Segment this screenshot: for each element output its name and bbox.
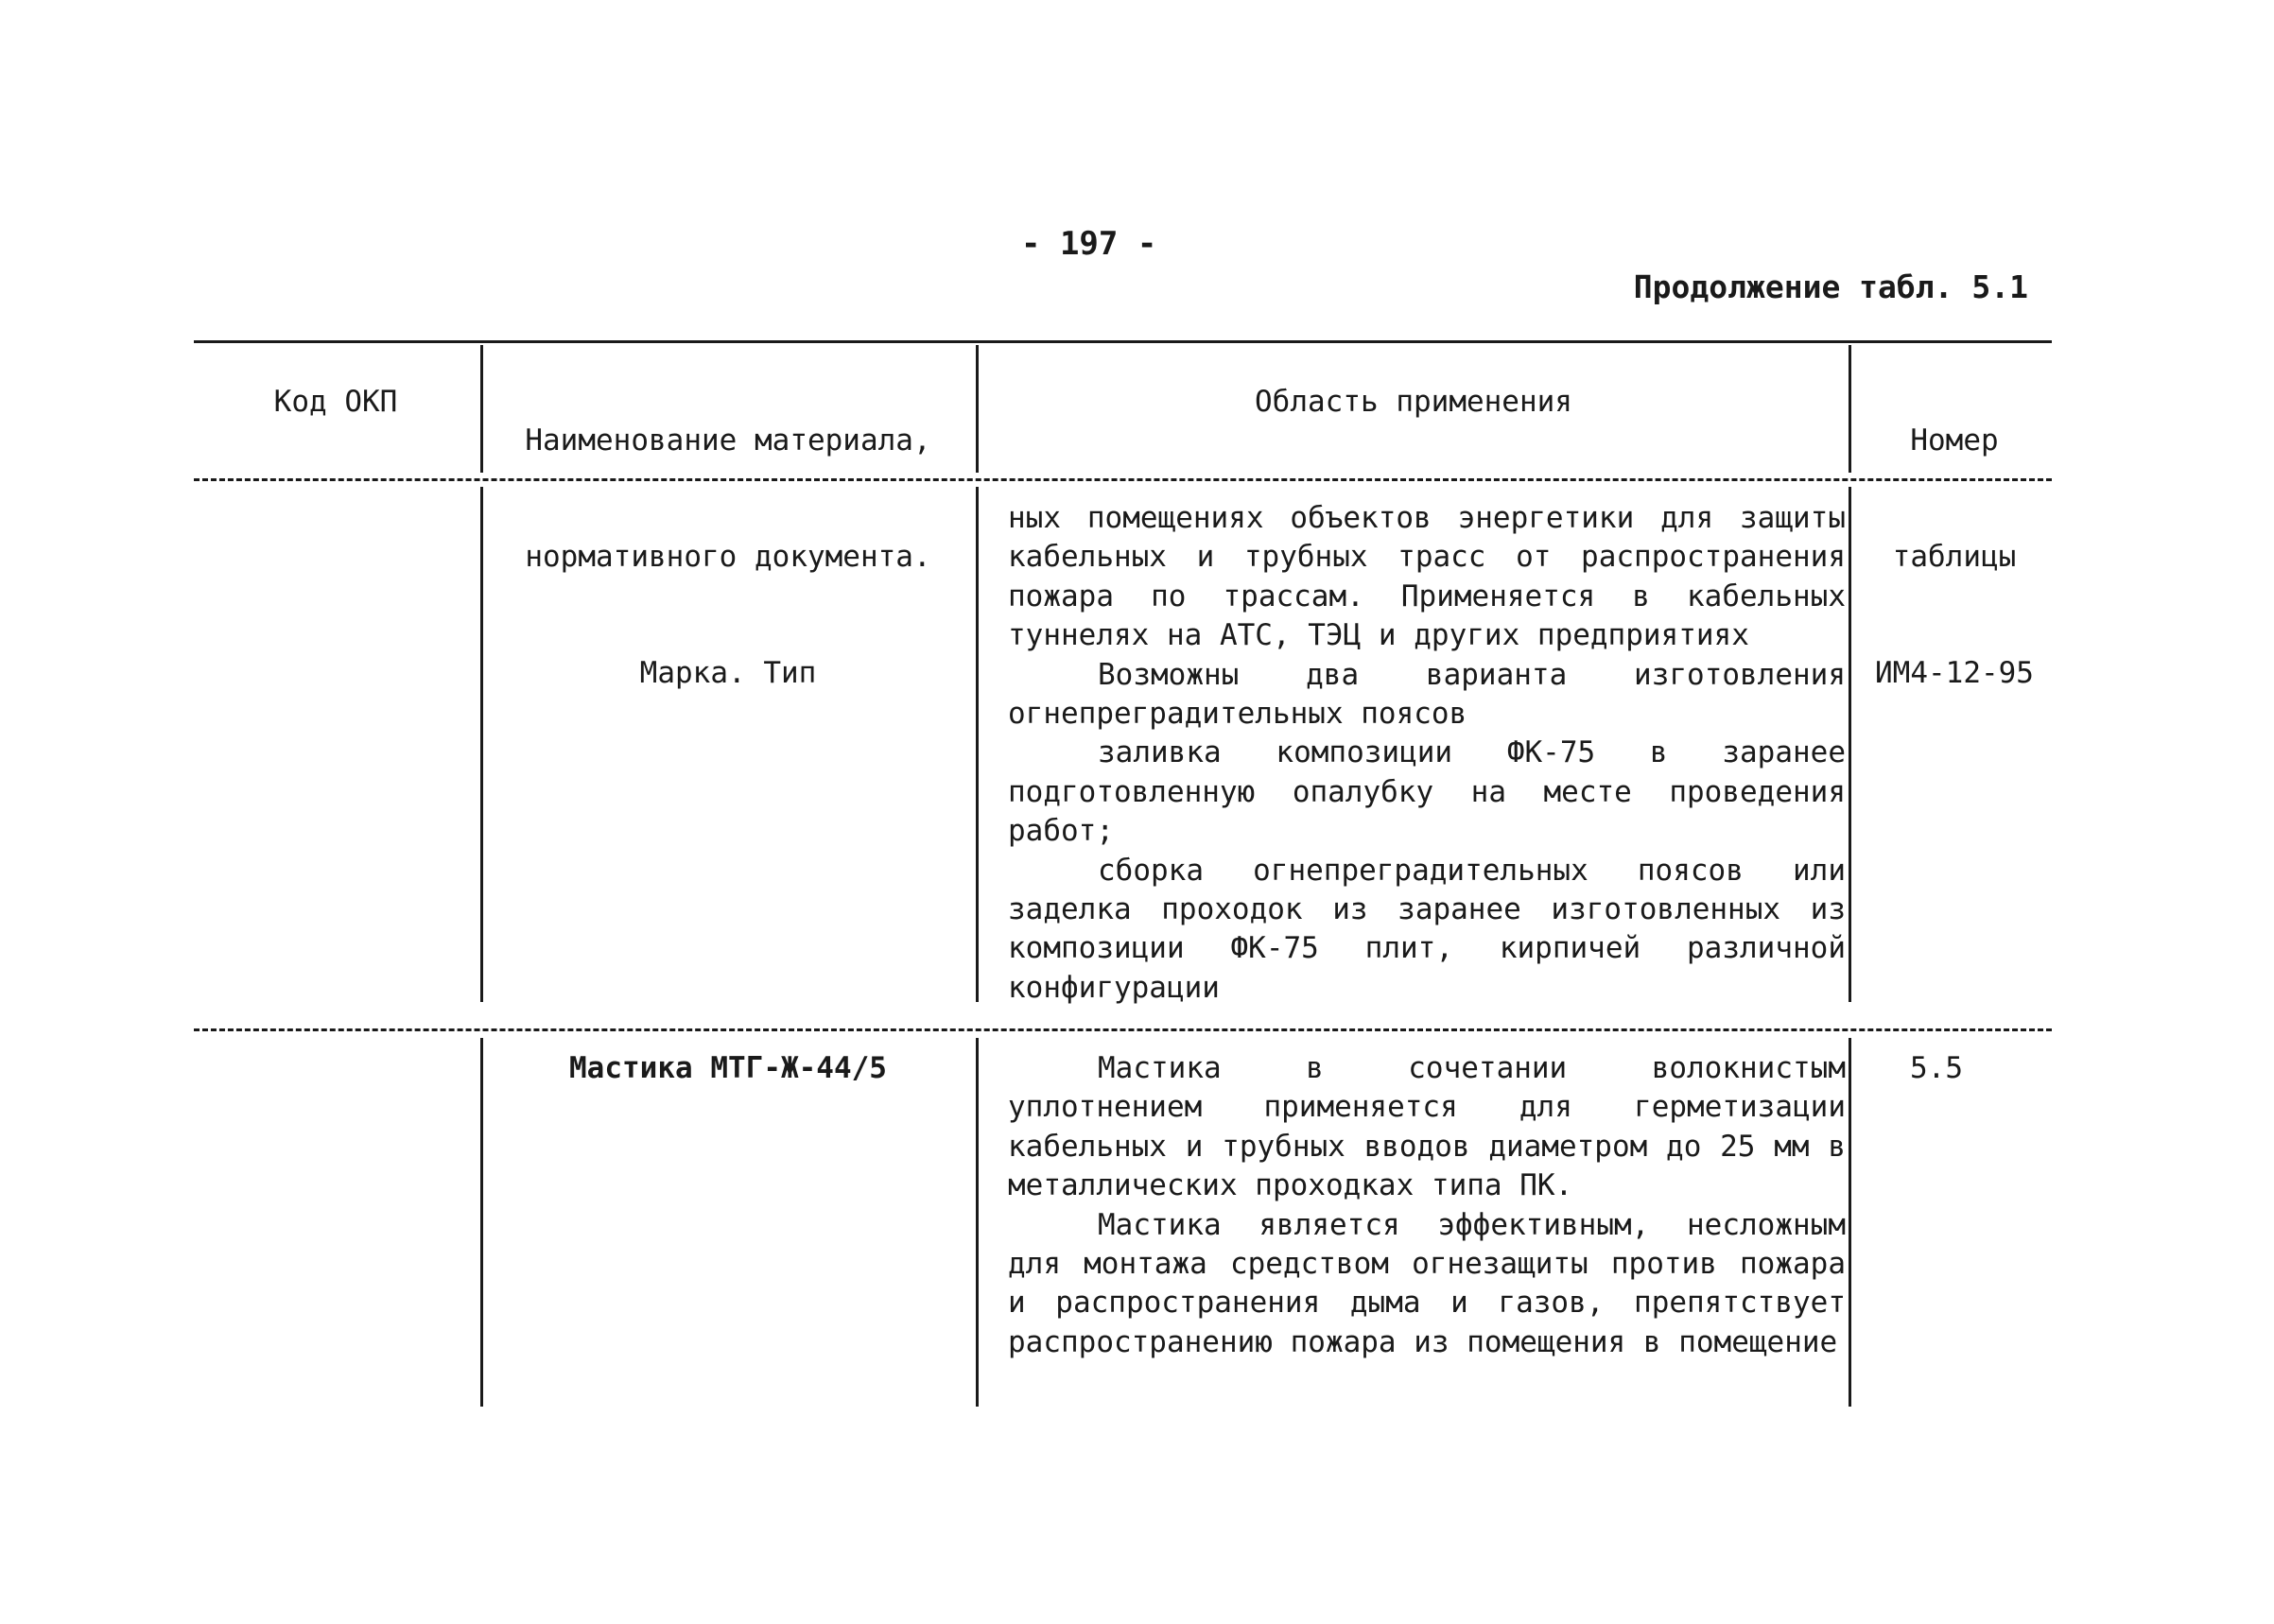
row2-paragraph: Мастика в сочетании волокнистым уплотнением применяется для герметизации кабельных и трубных вводов диаметром до 25 мм в металлических проходках типа ПК. [1008, 1051, 1846, 1203]
header-material-line: нормативного документа. [525, 540, 931, 574]
row2-paragraph: Мастика является эффективным, несложным для монтажа средством огнезащиты против пожара и распространения дыма и газов, препятствует распространению пожара из помещения в помещение [1008, 1207, 1846, 1359]
row1-application-text [1008, 499, 1846, 1008]
table-continuation-label: Продолжение табл. 5.1 [1633, 268, 2028, 305]
column-separator [1849, 487, 1851, 1002]
column-separator [480, 1038, 483, 1407]
row1-paragraph: заливка композиции ФК-75 в заранее подготовленную опалубку на месте проведения работ; [1008, 735, 1846, 849]
header-material-name [487, 344, 969, 732]
header-divider [194, 478, 2052, 481]
header-table-number [1855, 344, 2054, 732]
row-divider [194, 1028, 2052, 1031]
row1-paragraph: сборка огнепреградительных поясов или заделка проходок из заранее изготовленных из композиции ФК-75 плит, кирпичей различной конфигурации [1008, 853, 1846, 1005]
column-separator [976, 1038, 979, 1407]
page-number: - 197 - [1021, 225, 1157, 263]
row1-paragraph: Возможны два варианта изготовления огнепреградительных поясов [1008, 657, 1846, 732]
header-material-line: Марка. Тип [639, 656, 817, 690]
header-okp-code: Код ОКП [273, 385, 398, 419]
header-table-number-line: Номер [1910, 423, 1999, 458]
header-table-number-line: ИМ4-12-95 [1875, 656, 2034, 690]
column-separator [480, 487, 483, 1002]
column-separator [976, 487, 979, 1002]
column-separator [480, 345, 483, 473]
row1-paragraph: ных помещениях объектов энергетики для защиты кабельных и трубных трасс от распространения пожара по трассам. Применяется в кабельных туннелях на АТС, ТЭЦ и других предприятиях [1008, 501, 1846, 653]
column-separator [976, 345, 979, 473]
header-table-number-line: таблицы [1892, 540, 2017, 574]
column-separator [1849, 345, 1851, 473]
row2-table-number: 5.5 [1910, 1051, 1963, 1085]
header-application-area: Область применения [1255, 385, 1572, 419]
row2-material: Мастика МТГ-Ж-44/5 [569, 1051, 887, 1085]
row2-application-text [1008, 1049, 1846, 1362]
table-top-rule [194, 340, 2052, 343]
column-separator [1849, 1038, 1851, 1407]
header-material-line: Наименование материала, [525, 423, 931, 458]
